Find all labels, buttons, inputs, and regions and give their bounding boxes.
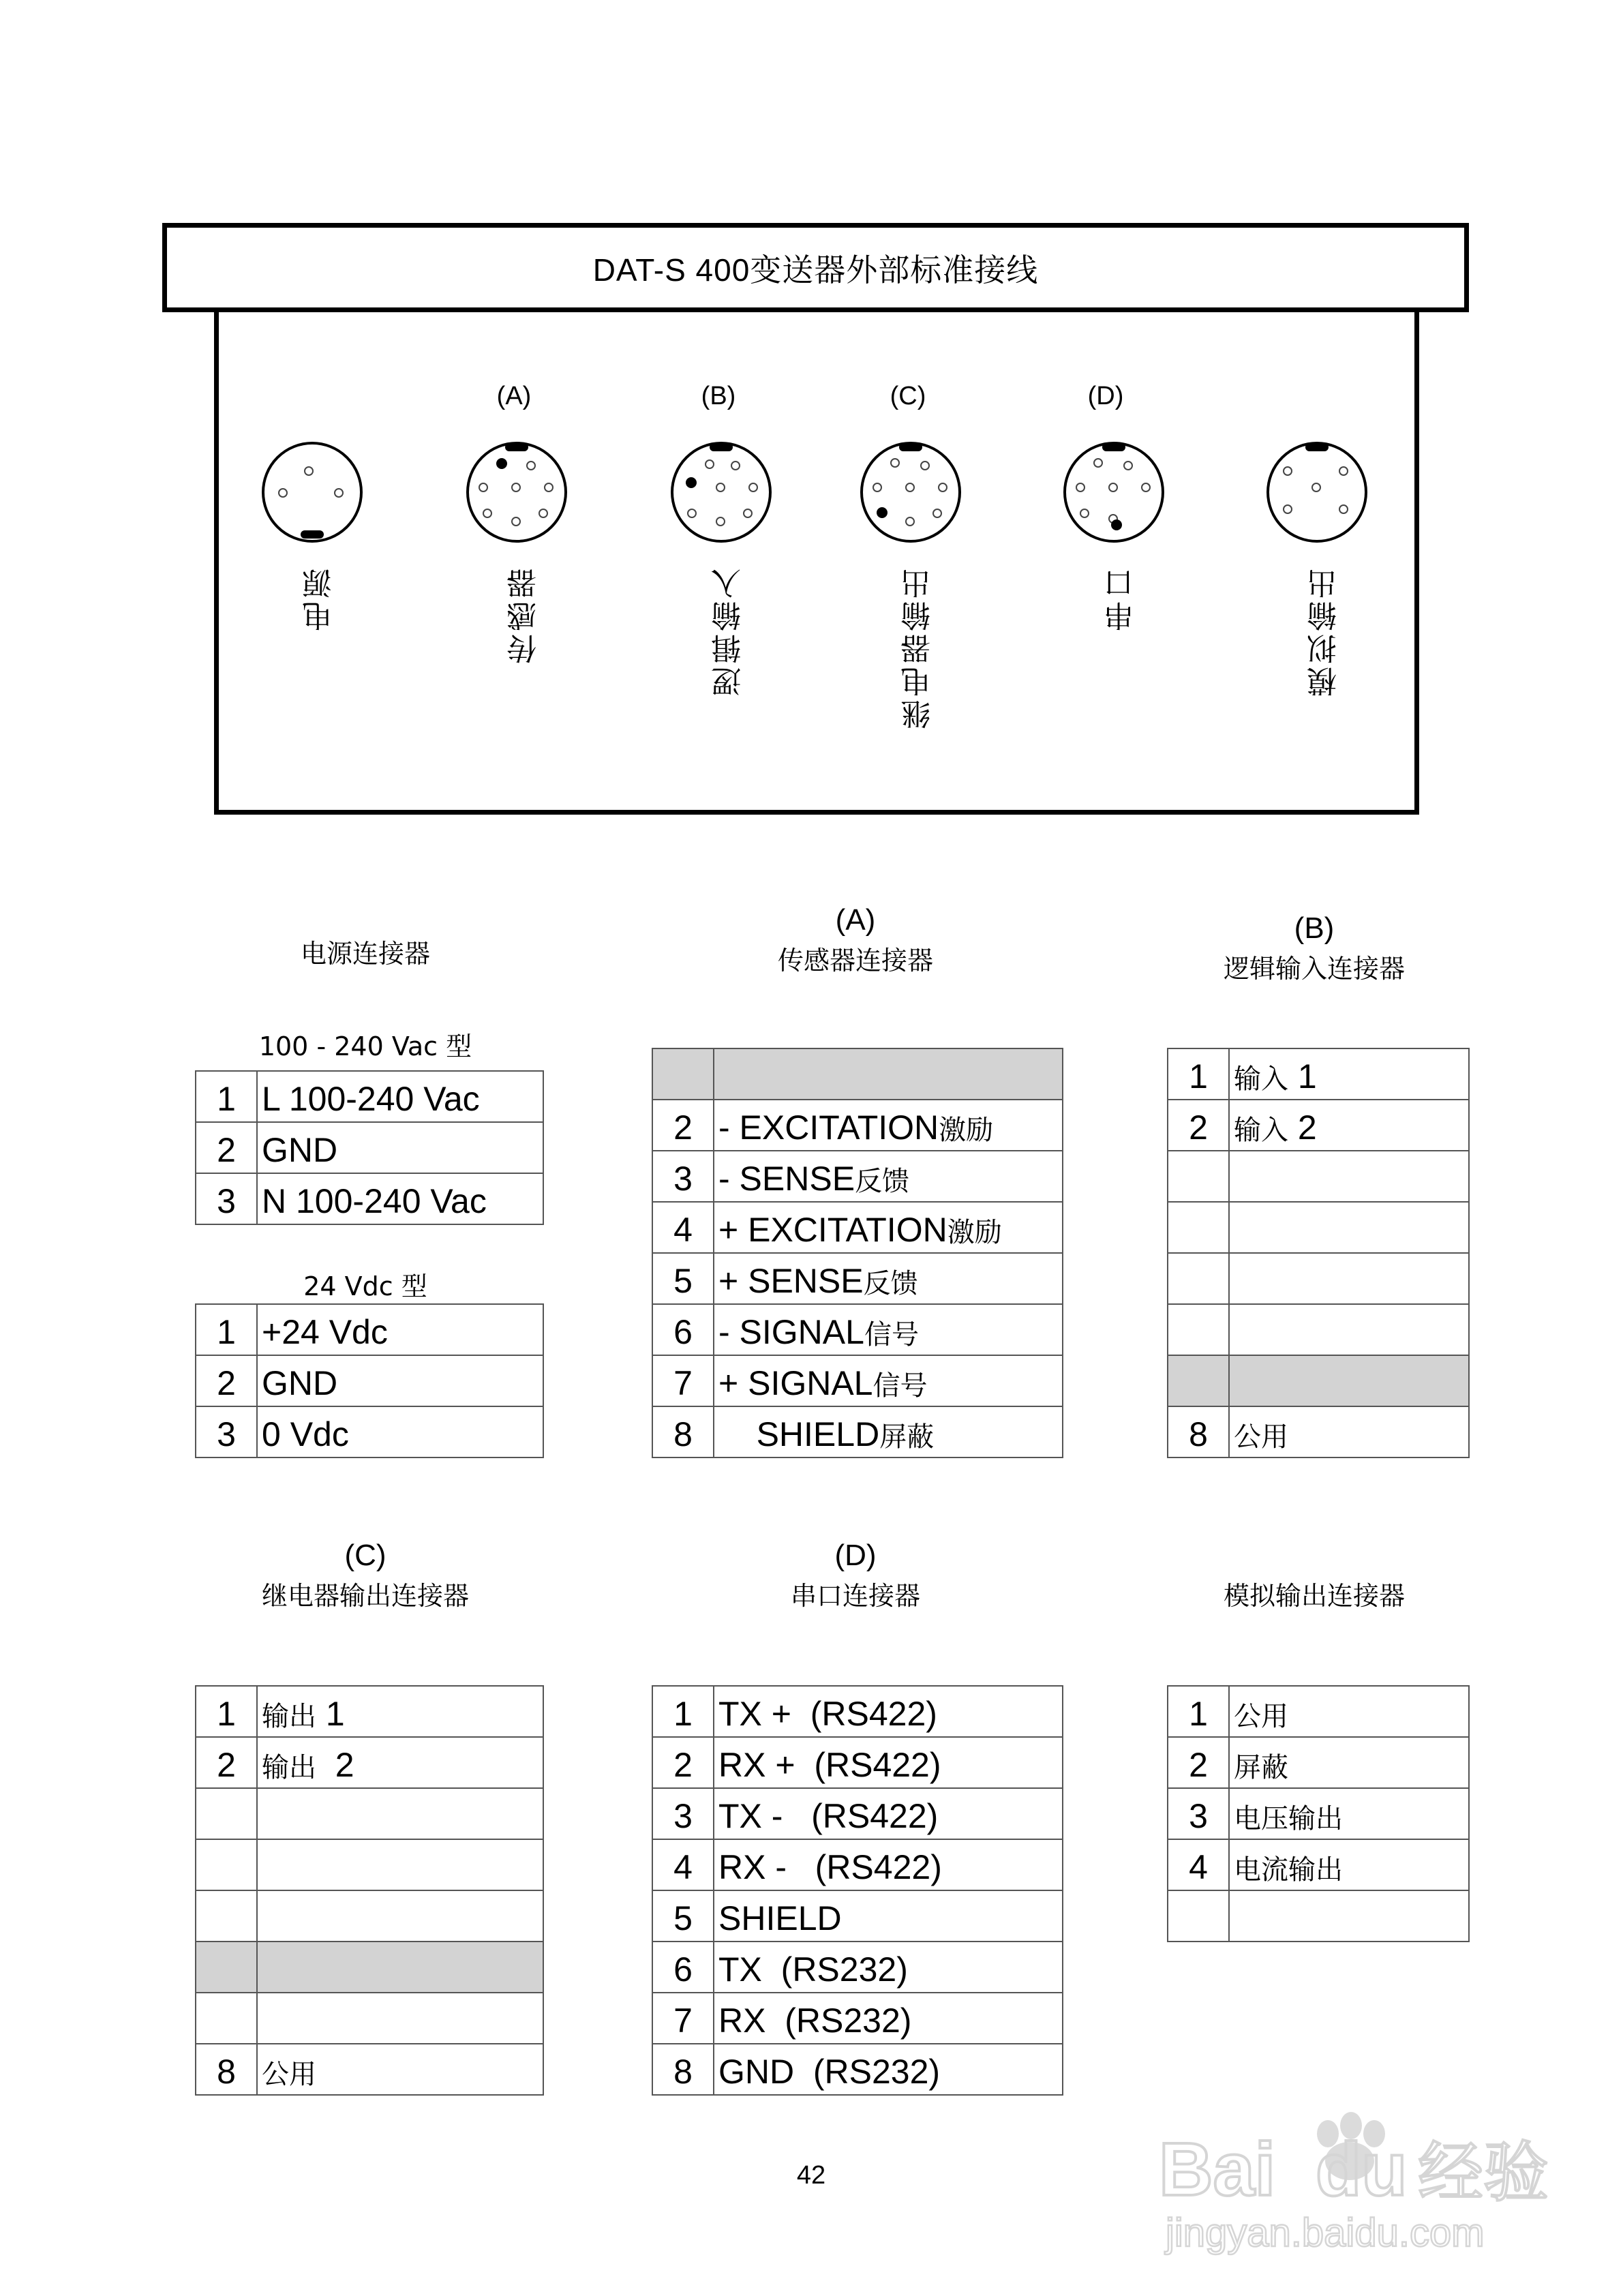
power-heading: 电源连接器 [300,940,430,969]
relay-table [195,1685,544,2096]
connector-label-sensor: 传感器 [507,566,542,664]
table-row [1168,1151,1469,1202]
table-row [1168,1253,1469,1304]
table-row: 2 RX + (RS422) [652,1737,1063,1788]
power-connector-icon [262,442,363,543]
table-row: 4 RX - (RS422) [652,1839,1063,1890]
power-ac-table [195,1070,544,1225]
table-row: 2 输出 2 [196,1737,543,1788]
logic-heading: (B) 逻辑输入连接器 [1223,911,1405,984]
connector-label-relay: 继电器输出 [901,566,936,729]
page-title: DAT-S 400变送器外部标准接线 [162,223,1469,312]
table-row [1168,1202,1469,1253]
baidu-jingyan-watermark [1152,2093,1561,2256]
power-dc-table [195,1303,544,1458]
power-dc-label: 24 Vdc 型 [303,1271,427,1301]
analog-heading: 模拟输出连接器 [1223,1582,1405,1611]
serial-connector-icon [1063,442,1164,543]
table-row: 8 SHIELD屏蔽 [652,1406,1063,1457]
connector-letter-d: (D) [1087,382,1124,410]
table-row: 2 GND [196,1355,543,1406]
watermark-brand-du: du [1316,2128,1408,2211]
serial-table [652,1685,1063,2096]
table-row [652,1048,1063,1100]
page-number: 42 [796,2161,826,2190]
table-row: 2 输入 2 [1168,1100,1469,1151]
table-row: 1 公用 [1168,1686,1469,1737]
connector-letter-a: (A) [496,382,532,410]
connector-label-power: 电源 [303,566,337,631]
table-row [196,1942,543,1993]
table-row: 5 SHIELD [652,1890,1063,1942]
table-row: 7 + SIGNAL信号 [652,1355,1063,1406]
panel-top-border [214,307,1419,312]
table-row: 5 + SENSE反馈 [652,1253,1063,1304]
table-row [196,1993,543,2044]
table-row: 8 公用 [1168,1406,1469,1457]
table-row: 3 TX - (RS422) [652,1788,1063,1839]
table-row [1168,1304,1469,1355]
logic-connector-icon [671,442,772,543]
table-row [1168,1355,1469,1406]
table-row [1168,1890,1469,1942]
table-row: 3 N 100-240 Vac [196,1173,543,1224]
connector-label-analog: 模拟输出 [1307,566,1342,697]
watermark-brand: Bai [1159,2128,1276,2211]
relay-heading: (C) 继电器输出连接器 [261,1539,469,1611]
sensor-connector-icon [466,442,567,543]
analog-table [1167,1685,1470,1942]
relay-connector-icon [860,442,961,543]
table-row: 3 0 Vdc [196,1406,543,1457]
table-row: 1 输出 1 [196,1686,543,1737]
connector-label-serial: 串口 [1104,566,1139,631]
table-row: 6 TX (RS232) [652,1942,1063,1993]
table-row: 1 L 100-240 Vac [196,1071,543,1122]
power-ac-label: 100 - 240 Vac 型 [258,1031,472,1061]
table-row: 2 - EXCITATION激励 [652,1100,1063,1151]
watermark-brand-cn: 经验 [1418,2134,1549,2211]
table-row: 6 - SIGNAL信号 [652,1304,1063,1355]
table-row: 1 TX + (RS422) [652,1686,1063,1737]
connector-panel [214,312,1419,815]
table-row: 1 +24 Vdc [196,1304,543,1355]
table-row [196,1890,543,1942]
table-row: 2 GND [196,1122,543,1173]
analog-connector-icon [1266,442,1367,543]
connector-letter-c: (C) [890,382,926,410]
serial-heading: (D) 串口连接器 [790,1539,920,1611]
sensor-heading: (A) 传感器连接器 [777,903,933,976]
table-row: 4 + EXCITATION激励 [652,1202,1063,1253]
watermark-url: jingyan.baidu.com [1166,2211,1485,2255]
table-row [196,1839,543,1890]
connector-label-logic: 逻辑输入 [712,566,746,697]
table-row: 8 GND (RS232) [652,2044,1063,2095]
table-row: 4 电流输出 [1168,1839,1469,1890]
logic-table [1167,1048,1470,1458]
connector-letter-b: (B) [701,382,736,410]
table-row: 8 公用 [196,2044,543,2095]
table-row [196,1788,543,1839]
table-row: 1 输入 1 [1168,1048,1469,1100]
table-row: 3 电压输出 [1168,1788,1469,1839]
table-row: 7 RX (RS232) [652,1993,1063,2044]
table-row: 2 屏蔽 [1168,1737,1469,1788]
sensor-table [652,1048,1063,1458]
table-row: 3 - SENSE反馈 [652,1151,1063,1202]
